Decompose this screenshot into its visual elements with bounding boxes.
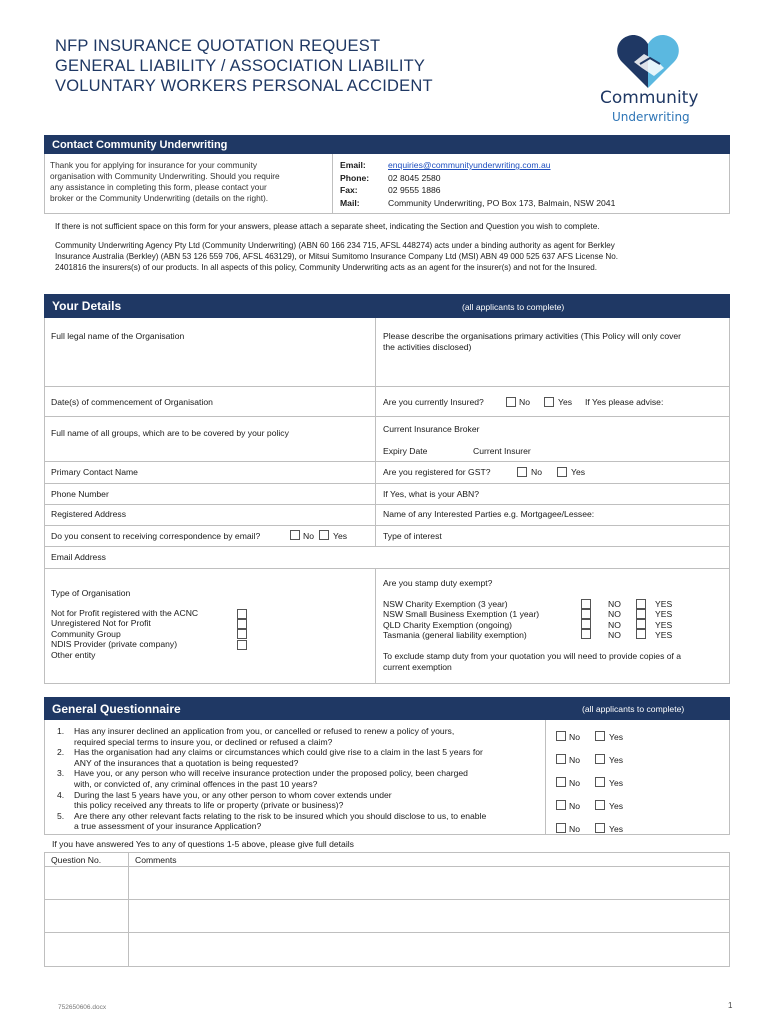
activities-line-2: the activities disclosed) bbox=[383, 342, 472, 352]
contact-intro-line-4: broker or the Community Underwriting (details on the right). bbox=[50, 193, 269, 203]
question-text: ANY of the insurances that a quotation is being requested? bbox=[74, 757, 299, 768]
activities-line-1: Please describe the organisations primary activities (This Policy will only cover bbox=[383, 331, 682, 341]
handshake-heart-icon bbox=[614, 32, 682, 90]
consent-yes-checkbox[interactable] bbox=[319, 530, 329, 540]
primary-contact-field[interactable]: Primary Contact Name bbox=[51, 467, 138, 477]
legal-name-field[interactable]: Full legal name of the Organisation bbox=[51, 331, 185, 341]
insured-yes-label: Yes bbox=[558, 397, 573, 407]
answer-row-question-cell[interactable] bbox=[45, 933, 128, 966]
gst-no-checkbox[interactable] bbox=[517, 467, 527, 477]
exclude-stamp-duty-note bbox=[383, 651, 681, 673]
phone-number-field[interactable]: Phone Number bbox=[51, 489, 109, 499]
question-line bbox=[52, 737, 540, 748]
org-type-item: Community Group bbox=[51, 628, 121, 639]
contact-divider bbox=[332, 154, 333, 214]
details-col-divider-lower bbox=[375, 568, 376, 684]
exemption-no-label: NO bbox=[608, 619, 621, 630]
q3-yes-label: Yes bbox=[609, 778, 624, 788]
question-number bbox=[52, 821, 74, 832]
registered-address-field[interactable]: Registered Address bbox=[51, 509, 126, 519]
current-broker-field[interactable]: Current Insurance Broker bbox=[383, 424, 480, 434]
exclude-note-line-2: current exemption bbox=[383, 662, 452, 672]
comments-column-header: Comments bbox=[135, 855, 177, 865]
community-underwriting-logo bbox=[598, 32, 708, 126]
title-line-2: GENERAL LIABILITY / ASSOCIATION LIABILITY bbox=[55, 57, 426, 75]
mail-value: Community Underwriting, PO Box 173, Balmain, NSW 2041 bbox=[388, 198, 616, 208]
space-note: If there is not sufficient space on this form for your answers, please attach a separate sheet, indicating the Section and Question you wish to complete. bbox=[55, 222, 600, 231]
email-link[interactable]: enquiries@communityunderwriting.com.au bbox=[388, 160, 551, 170]
question-text: Has any insurer declined an application from you, or cancelled or refused to renew a policy of yours, bbox=[74, 726, 455, 736]
question-text: Has the organisation had any claims or circumstances which could give rise to a claim in the last 5 years for bbox=[74, 747, 483, 758]
phone-label: Phone: bbox=[340, 173, 370, 183]
q4-no-label: No bbox=[569, 801, 580, 811]
question-text: with, or convicted of, any criminal offences in the past 10 years? bbox=[74, 778, 318, 789]
question-text: a true assessment of your insurance Application? bbox=[74, 821, 262, 832]
question-line bbox=[52, 747, 540, 758]
contact-intro-line-1: Thank you for applying for insurance for your community bbox=[50, 160, 258, 170]
question-text: Have you, or any person who will receive insurance protection under the proposed policy, been charged bbox=[74, 768, 468, 779]
exemption-item: NSW Small Business Exemption (1 year) bbox=[383, 609, 540, 620]
question-line bbox=[52, 768, 540, 779]
exemption-yes-labels bbox=[655, 599, 672, 641]
exemption-yes-checkbox[interactable] bbox=[636, 599, 646, 609]
groups-field[interactable]: Full name of all groups, which are to be covered by your policy bbox=[51, 428, 289, 438]
details-section-note: (all applicants to complete) bbox=[462, 302, 565, 312]
answer-row-comments-cell[interactable] bbox=[129, 867, 729, 899]
q3-no-checkbox[interactable] bbox=[556, 777, 566, 787]
document-title bbox=[55, 36, 433, 96]
contact-intro bbox=[50, 160, 328, 204]
email-address-field[interactable]: Email Address bbox=[51, 552, 106, 562]
if-yes-advise-label: If Yes please advise: bbox=[585, 397, 664, 407]
exemption-no-labels bbox=[608, 599, 621, 641]
exemption-no-checkbox[interactable] bbox=[581, 619, 591, 629]
current-insurer-field[interactable]: Current Insurer bbox=[473, 446, 531, 456]
gst-yes-label: Yes bbox=[571, 467, 586, 477]
question-no-column-header: Question No. bbox=[51, 855, 102, 865]
mail-label: Mail: bbox=[340, 198, 360, 208]
title-line-1: NFP INSURANCE QUOTATION REQUEST bbox=[55, 37, 381, 55]
email-label: Email: bbox=[340, 160, 366, 170]
contact-section-bar bbox=[44, 135, 730, 154]
exemption-item: QLD Charity Exemption (ongoing) bbox=[383, 619, 512, 630]
question-number bbox=[52, 737, 74, 748]
details-section-title: Your Details bbox=[52, 299, 122, 313]
org-type-checkbox[interactable] bbox=[237, 629, 247, 639]
questionnaire-answer-divider bbox=[545, 720, 546, 835]
type-of-org-label: Type of Organisation bbox=[51, 588, 131, 598]
type-of-interest-field[interactable]: Type of interest bbox=[383, 531, 442, 541]
details-row-line bbox=[44, 483, 730, 484]
details-row-line bbox=[44, 416, 375, 417]
expiry-date-field[interactable]: Expiry Date bbox=[383, 446, 428, 456]
q1-no-label: No bbox=[569, 732, 580, 742]
exemption-yes-label: YES bbox=[655, 619, 673, 630]
agency-line-3: 2401816 the insurers(s) of our products. In all aspects of this policy, Community Underwriting acts as an agent for the insurer(s) and not for the Insured. bbox=[55, 263, 597, 272]
questions-list bbox=[52, 726, 540, 832]
q1-no-checkbox[interactable] bbox=[556, 731, 566, 741]
details-row-line bbox=[44, 386, 730, 387]
q5-yes-label: Yes bbox=[609, 824, 624, 834]
details-row-line bbox=[44, 461, 730, 462]
question-line bbox=[52, 800, 540, 811]
details-section-bar bbox=[44, 294, 730, 318]
agency-line-1: Community Underwriting Agency Pty Ltd (Community Underwriting) (ABN 60 166 234 715, AFSL 448274) acts under a binding authority as agent for Berkley bbox=[55, 241, 615, 250]
org-type-checkbox[interactable] bbox=[237, 609, 247, 619]
stamp-duty-label: Are you stamp duty exempt? bbox=[383, 578, 493, 588]
q1-yes-checkbox[interactable] bbox=[595, 731, 605, 741]
exemption-yes-checkbox[interactable] bbox=[636, 619, 646, 629]
exemption-yes-label: YES bbox=[655, 630, 673, 641]
question-line bbox=[52, 811, 540, 822]
question-line bbox=[52, 790, 540, 801]
exemption-yes-checkbox[interactable] bbox=[636, 629, 646, 639]
q5-no-label: No bbox=[569, 824, 580, 834]
exemption-yes-checkbox[interactable] bbox=[636, 609, 646, 619]
question-number: 4. bbox=[57, 789, 65, 800]
interested-parties-field[interactable]: Name of any Interested Parties e.g. Mortgagee/Lessee: bbox=[383, 509, 595, 519]
question-number: 1. bbox=[57, 726, 65, 736]
exemption-yes-label: YES bbox=[655, 609, 673, 620]
exemption-item: NSW Charity Exemption (3 year) bbox=[383, 599, 508, 609]
question-number: 3. bbox=[57, 768, 65, 779]
exemption-no-checkbox[interactable] bbox=[581, 629, 591, 639]
consent-email-label: Do you consent to receiving correspondence by email? bbox=[51, 531, 261, 541]
details-row-line bbox=[44, 525, 730, 526]
exclude-note-line-1: To exclude stamp duty from your quotation you will need to provide copies of a bbox=[383, 651, 682, 661]
question-number bbox=[52, 758, 74, 769]
question-text: this policy received any threats to life or property (private or business)? bbox=[74, 800, 344, 811]
answer-row-comments-cell[interactable] bbox=[129, 933, 729, 966]
q2-no-label: No bbox=[569, 755, 580, 765]
exemption-no-label: NO bbox=[608, 630, 621, 641]
question-text: Are there any other relevant facts relating to the risk to be insured which you should disclose to us, to enable bbox=[74, 810, 487, 821]
logo-word-community: Community bbox=[600, 88, 699, 108]
q5-yes-checkbox[interactable] bbox=[595, 823, 605, 833]
contact-intro-line-2: organisation with Community Underwriting. Should you require bbox=[50, 171, 280, 181]
exemptions-list bbox=[383, 599, 539, 641]
question-text: required special terms to insure you, or declined or refused a claim? bbox=[74, 736, 333, 747]
q2-yes-checkbox[interactable] bbox=[595, 754, 605, 764]
questionnaire-section-note: (all applicants to complete) bbox=[582, 704, 685, 714]
gst-no-label: No bbox=[531, 467, 542, 477]
answer-row-question-cell[interactable] bbox=[45, 900, 128, 932]
question-number: 5. bbox=[57, 810, 65, 821]
question-number bbox=[52, 800, 74, 811]
org-types-list bbox=[51, 608, 198, 660]
insured-yes-checkbox[interactable] bbox=[544, 397, 554, 407]
consent-yes-label: Yes bbox=[333, 531, 348, 541]
org-type-checkbox[interactable] bbox=[237, 619, 247, 629]
question-text: During the last 5 years have you, or any other person to whom cover extends under bbox=[74, 789, 392, 800]
question-line bbox=[52, 758, 540, 769]
q2-yes-label: Yes bbox=[609, 755, 624, 765]
details-row-line bbox=[44, 504, 730, 505]
exemption-item: Tasmania (general liability exemption) bbox=[383, 630, 527, 641]
questionnaire-section-title: General Questionnaire bbox=[52, 702, 181, 716]
q2-no-checkbox[interactable] bbox=[556, 754, 566, 764]
contact-intro-line-3: any assistance in completing this form, please contact your bbox=[50, 182, 267, 192]
answer-row-question-cell[interactable] bbox=[45, 867, 128, 899]
exemption-no-checkbox[interactable] bbox=[581, 599, 591, 609]
question-line bbox=[52, 726, 540, 737]
org-type-checkbox[interactable] bbox=[237, 640, 247, 650]
q3-yes-checkbox[interactable] bbox=[595, 777, 605, 787]
exemption-no-label: NO bbox=[608, 609, 621, 620]
exemption-no-label: NO bbox=[608, 599, 621, 609]
details-col-divider-upper bbox=[375, 318, 376, 546]
contact-section-title: Contact Community Underwriting bbox=[52, 139, 228, 151]
abn-field[interactable]: If Yes, what is your ABN? bbox=[383, 489, 480, 499]
org-type-item: NDIS Provider (private company) bbox=[51, 639, 178, 650]
org-type-item: Not for Profit registered with the ACNC bbox=[51, 608, 199, 618]
consent-no-checkbox[interactable] bbox=[290, 530, 300, 540]
question-number bbox=[52, 779, 74, 790]
q4-no-checkbox[interactable] bbox=[556, 800, 566, 810]
activities-field[interactable] bbox=[383, 331, 681, 353]
q1-yes-label: Yes bbox=[609, 732, 624, 742]
logo-word-underwriting: Underwriting bbox=[612, 110, 690, 124]
gst-label: Are you registered for GST? bbox=[383, 467, 491, 477]
page-number: 1 bbox=[728, 1001, 733, 1010]
full-details-note: If you have answered Yes to any of questions 1-5 above, please give full details bbox=[52, 839, 354, 849]
phone-value: 02 8045 2580 bbox=[388, 173, 441, 183]
details-row-line bbox=[44, 568, 730, 569]
questionnaire-section-bar bbox=[44, 697, 730, 720]
fax-value: 02 9555 1886 bbox=[388, 185, 441, 195]
document-id: 752650606.docx bbox=[58, 1004, 107, 1011]
consent-no-label: No bbox=[303, 531, 314, 541]
q4-yes-label: Yes bbox=[609, 801, 624, 811]
exemption-yes-label: YES bbox=[655, 599, 673, 609]
commencement-field[interactable]: Date(s) of commencement of Organisation bbox=[51, 397, 213, 407]
question-line bbox=[52, 821, 540, 832]
q4-yes-checkbox[interactable] bbox=[595, 800, 605, 810]
org-type-item: Unregistered Not for Profit bbox=[51, 618, 151, 629]
title-line-3: VOLUNTARY WORKERS PERSONAL ACCIDENT bbox=[55, 77, 433, 95]
currently-insured-label: Are you currently Insured? bbox=[383, 397, 484, 407]
agency-disclosure bbox=[55, 240, 735, 273]
gst-yes-checkbox[interactable] bbox=[557, 467, 567, 477]
insured-no-label: No bbox=[519, 397, 530, 407]
agency-line-2: Insurance Australia (Berkley) (ABN 53 126 559 706, AFSL 463129), or Mitsui Sumitomo Insurance Company Ltd (MSI) ABN 49 000 525 637 AFS License No. bbox=[55, 252, 618, 261]
question-line bbox=[52, 779, 540, 790]
org-type-item: Other entity bbox=[51, 649, 96, 660]
q3-no-label: No bbox=[569, 778, 580, 788]
exemption-no-checkbox[interactable] bbox=[581, 609, 591, 619]
insured-no-checkbox[interactable] bbox=[506, 397, 516, 407]
details-row-line bbox=[44, 546, 730, 547]
fax-label: Fax: bbox=[340, 185, 358, 195]
answer-row-comments-cell[interactable] bbox=[129, 900, 729, 932]
details-row-line bbox=[375, 416, 730, 417]
q5-no-checkbox[interactable] bbox=[556, 823, 566, 833]
question-number: 2. bbox=[57, 747, 65, 758]
